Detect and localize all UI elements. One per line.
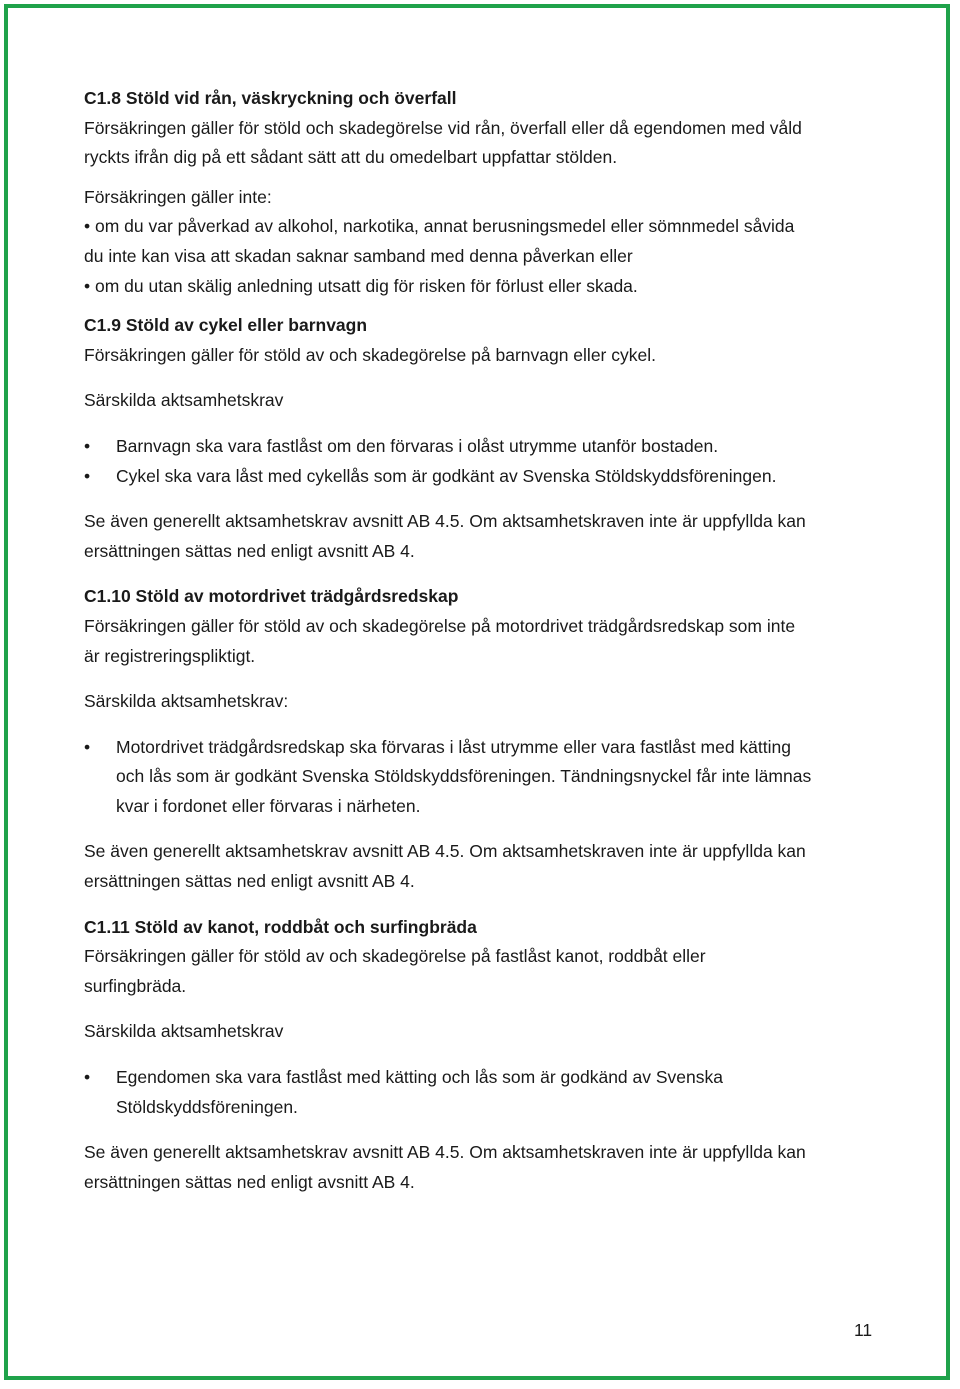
page-number: 11 xyxy=(854,1320,873,1340)
section-title-c1-9: C1.9 Stöld av cykel eller barnvagn xyxy=(84,315,368,336)
bullet-icon: • xyxy=(84,736,91,757)
see-also-line: Se även generellt aktsamhetskrav avsnitt AB 4.5. Om aktsamhetskraven inte är uppfyllda kan xyxy=(84,841,806,862)
paragraph-line: är registreringspliktigt. xyxy=(84,645,256,666)
exclusion-item: • om du var påverkad av alkohol, narkotika, annat berusningsmedel eller sömnmedel såvida xyxy=(84,216,795,237)
see-also-line: ersättningen sättas ned enligt avsnitt AB 4. xyxy=(84,871,415,892)
see-also-line: Se även generellt aktsamhetskrav avsnitt AB 4.5. Om aktsamhetskraven inte är uppfyllda kan xyxy=(84,511,806,532)
requirement-item-continued: Stöldskyddsföreningen. xyxy=(116,1096,298,1117)
requirement-text: Egendomen ska vara fastlåst med kätting och lås som är godkänd av Svenska xyxy=(116,1067,723,1088)
bullet-icon: • xyxy=(84,1067,91,1088)
requirement-item xyxy=(84,462,884,492)
paragraph-line: Försäkringen gäller för stöld av och skadegörelse på motordrivet trädgårdsredskap som inte xyxy=(84,615,796,636)
paragraph-line: Försäkringen gäller för stöld av och skadegörelse på barnvagn eller cykel. xyxy=(84,344,656,365)
section-title-c1-8: C1.8 Stöld vid rån, väskryckning och överfall xyxy=(84,88,457,108)
requirement-text: Barnvagn ska vara fastlåst om den förvaras i olåst utrymme utanför bostaden. xyxy=(116,435,719,456)
requirement-text: Cykel ska vara låst med cykellås som är godkänt av Svenska Stöldskyddsföreningen. xyxy=(116,465,777,486)
exclusion-item-continued: du inte kan visa att skadan saknar samband med denna påverkan eller xyxy=(84,245,633,266)
paragraph-line: Försäkringen gäller för stöld av och skadegörelse på fastlåst kanot, roddbåt eller xyxy=(84,946,706,967)
bullet-icon: • xyxy=(84,435,91,456)
requirement-item xyxy=(84,733,884,763)
paragraph-line: surfingbräda. xyxy=(84,975,187,996)
requirement-item-continued: och lås som är godkänt Svenska Stöldskyddsföreningen. Tändningsnyckel får inte lämnas xyxy=(116,766,812,787)
see-also-line: ersättningen sättas ned enligt avsnitt AB 4. xyxy=(84,540,415,561)
section-title-c1-11: C1.11 Stöld av kanot, roddbåt och surfingbräda xyxy=(84,916,477,937)
requirements-label: Särskilda aktsamhetskrav xyxy=(84,1021,284,1042)
see-also-line: Se även generellt aktsamhetskrav avsnitt AB 4.5. Om aktsamhetskraven inte är uppfyllda kan xyxy=(84,1142,806,1163)
requirement-item-continued: kvar i fordonet eller förvaras i närheten. xyxy=(116,795,421,816)
requirement-text: Motordrivet trädgårdsredskap ska förvaras i låst utrymme eller vara fastlåst med kätting xyxy=(116,736,791,757)
exclusion-item: • om du utan skälig anledning utsatt dig för risken för förlust eller skada. xyxy=(84,275,638,296)
requirement-item xyxy=(84,1063,884,1093)
paragraph-line: ryckts ifrån dig på ett sådant sätt att du omedelbart uppfattar stölden. xyxy=(84,147,618,168)
requirements-label: Särskilda aktsamhetskrav: xyxy=(84,691,289,712)
section-title-c1-10: C1.10 Stöld av motordrivet trädgårdsredskap xyxy=(84,586,459,607)
see-also-line: ersättningen sättas ned enligt avsnitt AB 4. xyxy=(84,1171,415,1192)
requirement-item xyxy=(84,432,884,462)
requirements-label: Särskilda aktsamhetskrav xyxy=(84,390,284,411)
document-body xyxy=(84,84,884,1197)
paragraph-line: Försäkringen gäller för stöld och skadegörelse vid rån, överfall eller då egendomen med våld xyxy=(84,117,802,138)
bullet-icon: • xyxy=(84,465,91,486)
exclusions-intro: Försäkringen gäller inte: xyxy=(84,186,272,207)
